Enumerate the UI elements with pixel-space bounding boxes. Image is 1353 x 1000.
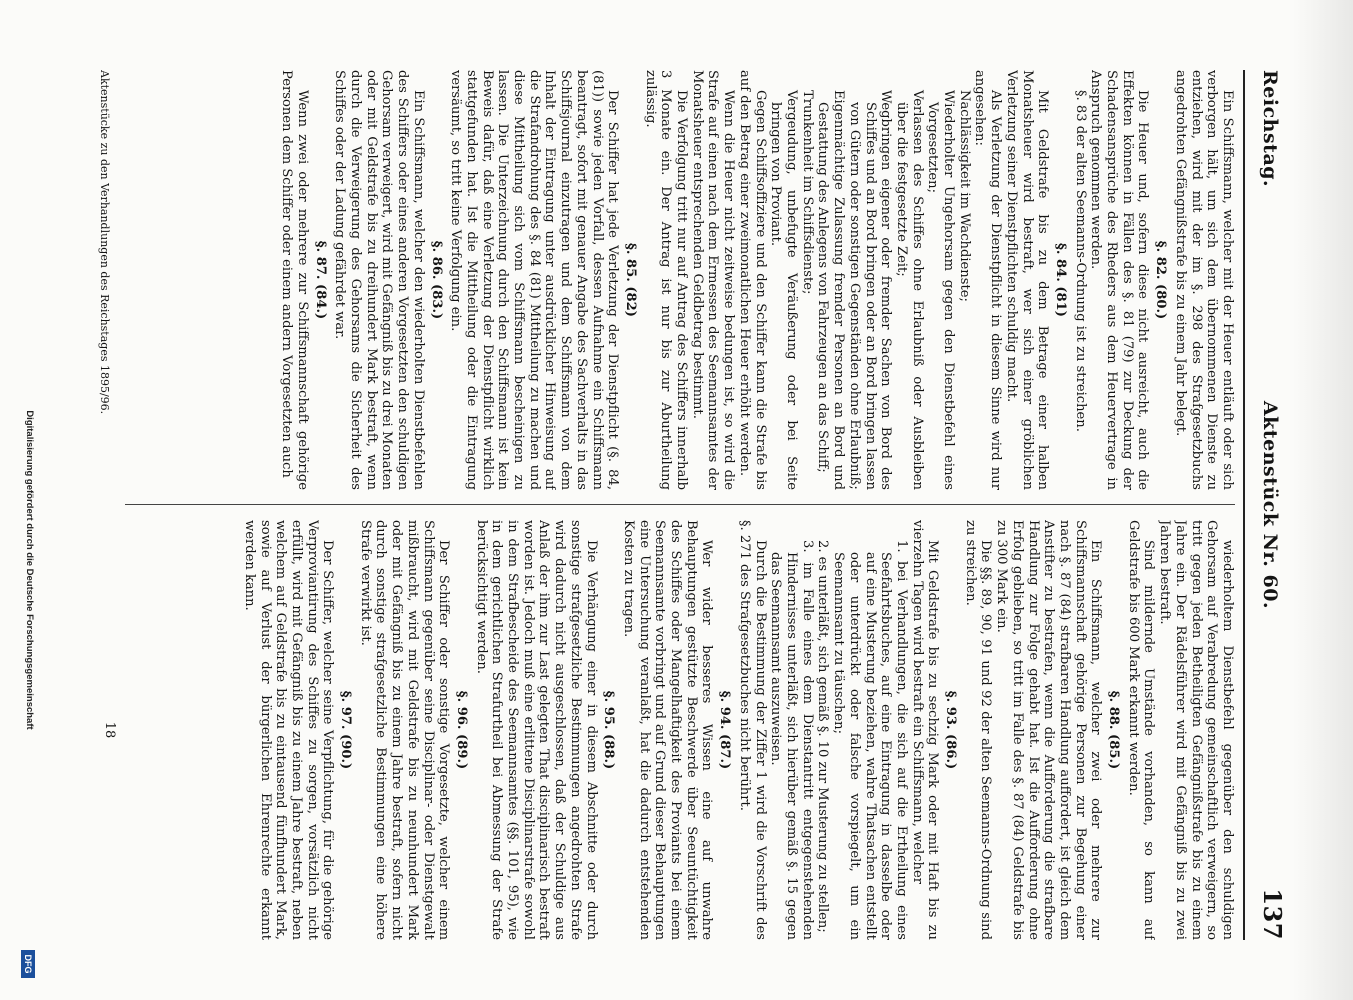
column-divider <box>125 504 1235 505</box>
section-heading: §. 95. (88.) <box>601 690 617 770</box>
paragraph: Die Verhängung einer in diesem Abschnitte oder durch sonstige strafgesetzliche Bestimmungen angedrohten Strafe wird dadurch nicht ausgeschlossen, daß der Schuldige aus Anlaß der ihm zur Last gelegten That disciplinarisch bestraft worden ist. Jedoch muß eine erlittene Disciplinarstrafe sowohl in dem Strafbescheide des Seemannsamtes (§§. 101, 95), wie in dem gerichtlichen Strafurtheil bei Abmessung der Strafe berücksichtigt werden. <box>473 520 599 940</box>
page-header <box>1253 70 1293 940</box>
paragraph: Die Heuer und, sofern diese nicht ausreicht, auch die Effekten können in Fällen des §. 81 (79) zur Deckung der Schadensansprüche des Rheders aus dem Heuervertrage in Anspruch genommen werden. <box>1088 70 1151 490</box>
paragraph: wiederholtem Dienstbefehl gegenüber den schuldigen Gehorsam auf Verabredung gemeinschaftlich verweigern, so tritt gegen jeden Betheiligten Gefängnißstrafe bis zu einem Jahre ein. Der Rädelsführer wird mit Gefängniß bis zu zwei Jahren bestraft. <box>1157 520 1235 940</box>
list-item: Trunkenheit im Schiffsdienste; <box>799 90 815 295</box>
list-item: Vergeudung, unbefugte Veräußerung oder bei Seite bringen von Proviant. <box>768 90 800 490</box>
paragraph: Mit Geldstrafe bis zu dem Betrage einer halben Monatsheuer wird bestraft, wer sich einer gröblichen Verletzung seiner Dienstpflichten schuldig macht. <box>1003 70 1051 490</box>
section-heading: §. 82. (80.) <box>1153 240 1169 320</box>
list-item: Wegbringen eigener oder fremder Sachen von Bord des Schiffes und an Bord bringen oder an Bord bringen lassen von Gütern oder sonstigen Gegenständen ohne Erlaubniß; <box>846 90 894 490</box>
list-item: Wiederholter Ungehorsam gegen den Dienstbefehl eines Vorgesetzten; <box>925 90 957 490</box>
paragraph: Mit Geldstrafe bis zu sechzig Mark oder mit Haft bis zu vierzehn Tagen wird bestraft ein Schiffsmann, welcher <box>909 520 941 940</box>
paragraph: Der Schiffer, welcher seine Verpflichtung, für die gehörige Verproviantirung des Schiffes zu sorgen, vorsätzlich nicht erfüllt, wird mit Gefängniß bis zu einem Jahre bestraft, neben welchem auf Geldstrafe bis zu eintausend fünfhundert Mark, sowie auf Verlust der bürgerlichen Ehrenrechte erkannt werden kann. <box>241 520 336 940</box>
section-heading: §. 88. (85.) <box>1106 690 1122 770</box>
digitization-credit: Digitalisierung gefördert durch die Deutsche Forschungsgemeinschaft <box>24 410 35 730</box>
paragraph: Ein Schiffsmann, welcher den wiederholten Dienstbefehlen des Schiffers oder eines anderen Vorgesetzten den schuldigen Gehorsam verweigert, wird mit Gefängniß bis zu drei Monaten oder mit Geldstrafe bis zu dreihundert Mark bestraft, wenn durch die Verweigerung des Gehorsams die Sicherheit des Schiffes oder der Ladung gefährdet war. <box>332 70 426 490</box>
section-heading: §. 87. (84.) <box>312 240 328 320</box>
section-heading: §. 97. (90.) <box>338 690 354 770</box>
list-item: Eigenmächtige Zulassung fremder Personen an Bord und Gestattung des Anlegens von Fahrzeugen an das Schiff; <box>815 90 847 490</box>
list-item: 2. es unterläßt, sich gemäß §. 10 zur Musterung zu stellen; <box>815 540 831 933</box>
section-heading: §. 93. (86.) <box>943 690 959 770</box>
right-column <box>105 520 1235 940</box>
paragraph: Wer wider besseres Wissen eine auf unwahre Behauptungen gestützte Beschwerde über Seeuntüchtigkeit des Schiffes oder Mangelhaftigkeit des Proviants bei einem Seemannsamte vorbringt und auf Grund dieser Behauptungen eine Untersuchung veranlaßt, hat die dadurch entstehenden Kosten zu tragen. <box>620 520 715 940</box>
section-heading: §. 96. (89.) <box>453 690 469 770</box>
section-heading: §. 84. (81) <box>1052 243 1068 317</box>
section-heading: §. 85. (82) <box>622 243 638 317</box>
footnote: Aktenstücke zu den Verhandlungen des Reichstages 1895/96. <box>98 70 111 415</box>
paragraph: §. 83 der alten Seemanns-Ordnung ist zu streichen. <box>1072 90 1088 432</box>
paragraph: Der Schiffer hat jede Verletzung der Dienstpflicht (§. 84, (81)) sowie jeden Vorfall, dessen Aufnahme ein Schiffsmann beantragt, sofort mit genauer Angabe des Sachverhalts in das Schiffsjournal einzutragen und dem Schiffsmann von dem Inhalt der Eintragung unter ausdrücklicher Hinweisung auf die Strafandrohung des §. 84 (81) Mittheilung zu machen und diese Mittheilung sich vom Schiffsmann bescheinigen zu lassen. Die Unterzeichnung durch den Schiffsmann ist kein Beweis dafür, daß eine Verletzung der Dienstpflicht wirklich stattgefunden hat. Ist die Mittheilung oder die Eintragung versäumt, so tritt keine Verfolgung ein. <box>448 70 621 490</box>
header-page-number: 137 <box>1258 888 1287 940</box>
list-item: 1. bei Verhandlungen, die sich auf die Ertheilung eines Seefahrtsbuches, auf eine Eintragung in dasselbe oder auf eine Musterung beziehen, wahre Thatsachen entstellt oder unterdrückt oder falsche vorspiegelt, um ein Seemannsamt zu täuschen; <box>831 540 909 940</box>
left-column <box>105 70 1235 490</box>
paragraph: Ein Schiffsmann, welcher zwei oder mehrere zur Schiffsmannschaft gehörige Personen zur Begehung einer nach §. 87 (84) strafbaren Handlung auffordert, ist gleich dem Anstifter zu bestrafen, wenn die Aufforderung die strafbare Handlung zur Folge gehabt hat. Ist die Aufforderung ohne Erfolg geblieben, so tritt im Falle des §. 87 (84) Geldstrafe bis zu 300 Mark ein. <box>994 520 1104 940</box>
paragraph: Wenn zwei oder mehrere zur Schiffsmannschaft gehörige Personen dem Schiffer oder einem andern Vorgesetzten auch <box>279 70 310 490</box>
paragraph: Als Verletzung der Dienstpflicht in diesem Sinne wird nur angesehen: <box>972 70 1004 490</box>
section-heading: §. 94. (87.) <box>717 690 733 770</box>
paragraph: Durch die Bestimmung der Ziffer 1 wird die Vorschrift des §. 271 des Strafgesetzbuches nicht berührt. <box>736 520 768 940</box>
dfg-logo: DFG <box>21 950 35 978</box>
list-item: Verlassen des Schiffes ohne Erlaubniß oder Ausbleiben über die festgesetzte Zeit; <box>893 90 925 490</box>
page-signature-number: 18 <box>102 721 117 739</box>
scan-edge-shadow <box>1293 0 1353 1000</box>
paragraph: Sind mildernde Umstände vorhanden, so kann auf Geldstrafe bis 600 Mark erkannt werden. <box>1125 520 1157 940</box>
paragraph: Gegen Schiffsoffiziere und den Schiffer kann die Strafe bis auf den Betrag einer zweimonatlichen Heuer erhöht werden. <box>736 70 768 490</box>
list-item: 3. im Falle eines dem Dienstantritt entgegenstehenden Hindernisses unterläßt, sich hierüber gemäß §. 15 gegen das Seemannsamt auszuweisen. <box>768 540 815 940</box>
paragraph: Wenn die Heuer nicht zeitweise bedungen ist, so wird die Strafe auf einen nach dem Ermessen des Seemannsamtes der Monatsheuer entsprechenden Geldbetrag bestimmt. <box>689 70 737 490</box>
header-left: Reichstag. <box>1259 70 1281 188</box>
paragraph: Der Schiffer oder sonstige Vorgesetzte, welcher einem Schiffsmann gegenüber seine Disciplinar- oder Dienstgewalt mißbraucht, wird mit Geldstrafe bis zu neunhundert Mark oder mit Gefängniß bis zu einem Jahre bestraft, sofern nicht durch sonstige strafgesetzliche Bestimmungen eine höhere Strafe verwirkt ist. <box>357 520 452 940</box>
section-heading: §. 86. (83.) <box>428 240 444 320</box>
paragraph: Die Verfolgung tritt nur auf Antrag des Schiffers innerhalb 3 Monate ein. Der Antrag ist nur bis zur Aburtheilung zulässig. <box>642 70 690 490</box>
header-rule <box>1243 70 1245 940</box>
header-center: Aktenstück Nr. 60. <box>1259 400 1281 610</box>
list-item: Nachlässigkeit im Wachdienste; <box>956 90 972 302</box>
paragraph: Die §§. 89, 90, 91 und 92 der alten Seemanns-Ordnung sind zu streichen. <box>962 520 994 940</box>
paragraph: Ein Schiffsmann, welcher mit der Heuer entläuft oder sich verborgen hält, um sich dem übernommenen Dienste zu entziehen, wird mit der im §. 298 des Strafgesetzbuchs angedrohten Gefängnißstrafe bis zu einem Jahr belegt. <box>1172 70 1235 490</box>
